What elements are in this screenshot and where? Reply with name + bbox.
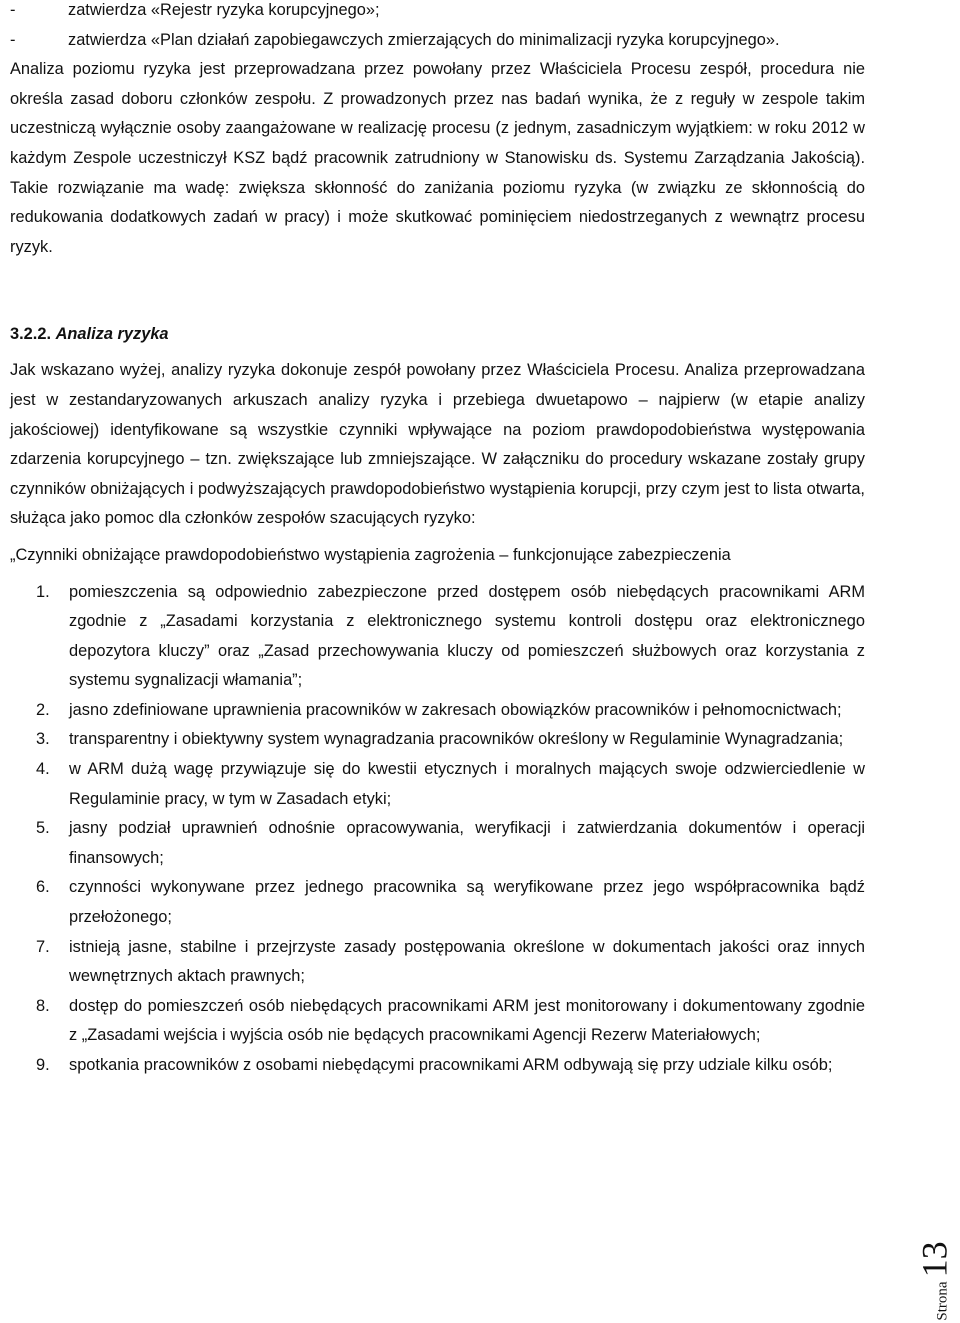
factors-subheading: „Czynniki obniżające prawdopodobieństwo wystąpienia zagrożenia – funkcjonujące zabezpieczenia — [10, 545, 731, 564]
list-number: 8. — [36, 996, 50, 1015]
page-label: Strona — [934, 1281, 951, 1321]
list-item — [10, 814, 865, 873]
list-item-text: jasno zdefiniowane uprawnienia pracowników w zakresach obowiązków pracowników i pełnomocnictwach; — [69, 700, 842, 719]
list-item — [10, 725, 865, 755]
list-item — [10, 933, 865, 992]
page-number: 13 — [914, 1241, 955, 1278]
section-title: Analiza ryzyka — [55, 325, 169, 344]
spacer — [10, 262, 865, 320]
list-number: 5. — [36, 819, 50, 838]
list-item-text: dostęp do pomieszczeń osób niebędących pracownikami ARM jest monitorowany i dokumentowany zgodnie z „Zasadami wejścia i wyjścia osób nie będących pracownikami Agencji Rezerw Materiałowych; — [69, 996, 865, 1045]
list-number: 2. — [36, 700, 50, 719]
list-item — [10, 992, 865, 1051]
list-item-text: czynności wykonywane przez jednego pracownika są weryfikowane przez jego współpracownika bądź przełożonego; — [69, 878, 865, 927]
list-item-text: zatwierdza «Rejestr ryzyka korupcyjnego»; — [68, 1, 380, 19]
list-item-text: istnieją jasne, stabilne i przejrzyste zasady postępowania określone w dokumentach jakości oraz innych wewnętrznych aktach prawnych; — [69, 937, 865, 986]
list-number: 7. — [36, 937, 50, 956]
list-dash: - — [10, 1, 16, 19]
factors-list — [10, 578, 865, 1081]
document-page — [10, 0, 865, 1081]
list-item — [10, 0, 865, 26]
list-number: 3. — [36, 730, 50, 749]
list-item-text: pomieszczenia są odpowiednio zabezpieczone przed dostępem osób niebędących pracownikami ARM zgodnie z „Zasadami korzystania z elektronicznego systemu kontroli dostępu oraz elektronicznego depozytora kluczy” oraz „Zasad przechowywania kluczy od pomieszczeń służbowych oraz korzystania z systemu sygnalizacji włamania”; — [69, 582, 865, 690]
section-heading — [10, 320, 865, 352]
list-item-text: transparentny i obiektywny system wynagradzania pracowników określony w Regulaminie Wynagradzania; — [69, 730, 844, 749]
list-number: 4. — [36, 760, 50, 779]
list-item — [10, 26, 865, 56]
list-dash: - — [10, 30, 16, 49]
list-number: 9. — [36, 1056, 50, 1074]
section-number: 3.2.2. — [10, 325, 52, 344]
list-item — [10, 873, 865, 932]
page-number-vertical — [914, 1241, 958, 1321]
list-item-text: w ARM dużą wagę przywiązuje się do kwestii etycznych i moralnych mających swoje odzwierciedlenie w Regulaminie pracy, w tym w Zasadach etyki; — [69, 760, 865, 808]
list-number: 6. — [36, 878, 50, 897]
list-item — [10, 696, 865, 726]
paragraph-analysis-team: Analiza poziomu ryzyka jest przeprowadzana przez powołany przez Właściciela Procesu zespół, procedura nie określa zasad doboru członków zespołu. Z prowadzonych przez nas badań wynika, że z reguły w zespole takim uczestniczą wyłącznie osoby zaangażowane w realizację procesu (z jednym, zasadniczym wyjątkiem: w roku 2012 w każdym Zespole uczestniczył KSZ bądź pracownik zatrudniony w Stanowisku ds. Systemu Zarządzania Jakością). Takie rozwiązanie ma wadę: zwiększa skłonność do zaniżania poziomu ryzyka (w związku ze skłonnością do redukowania dodatkowych zadań w pracy) i może skutkować pominięciem niedostrzeganych z wewnątrz procesu ryzyk. — [10, 60, 865, 256]
page-footer — [914, 1191, 958, 1321]
list-item-text: spotkania pracowników z osobami niebędącymi pracownikami ARM odbywają się przy udziale kilku osób; — [69, 1056, 833, 1074]
paragraph-risk-analysis: Jak wskazano wyżej, analizy ryzyka dokonuje zespół powołany przez Właściciela Procesu. Analiza przeprowadzana jest w zestandaryzowanych arkuszach analizy ryzyka i przebiega dwuetapowo – najpierw (w etapie analizy jakościowej) identyfikowane są wszystkie czynniki wpływające na poziom prawdopodobieństwa występowania zdarzenia korupcyjnego – tzn. zwiększające lub zmniejszające. W załączniku do procedury wskazane zostały grupy czynników obniżających i podwyższających prawdopodobieństwo wystąpienia korupcji, przy czym jest to lista otwarta, służąca jako pomoc dla członków zespołów szacujących ryzyko: — [10, 361, 865, 528]
list-item — [10, 578, 865, 696]
list-item-text: jasny podział uprawnień odnośnie opracowywania, weryfikacji i zatwierdzania dokumentów i operacji finansowych; — [69, 819, 865, 867]
intro-list — [10, 0, 865, 55]
list-number: 1. — [36, 582, 50, 601]
list-item-text: zatwierdza «Plan działań zapobiegawczych zmierzających do minimalizacji ryzyka korupcyjnego». — [68, 30, 780, 49]
list-item — [10, 1051, 865, 1081]
list-item — [10, 755, 865, 814]
